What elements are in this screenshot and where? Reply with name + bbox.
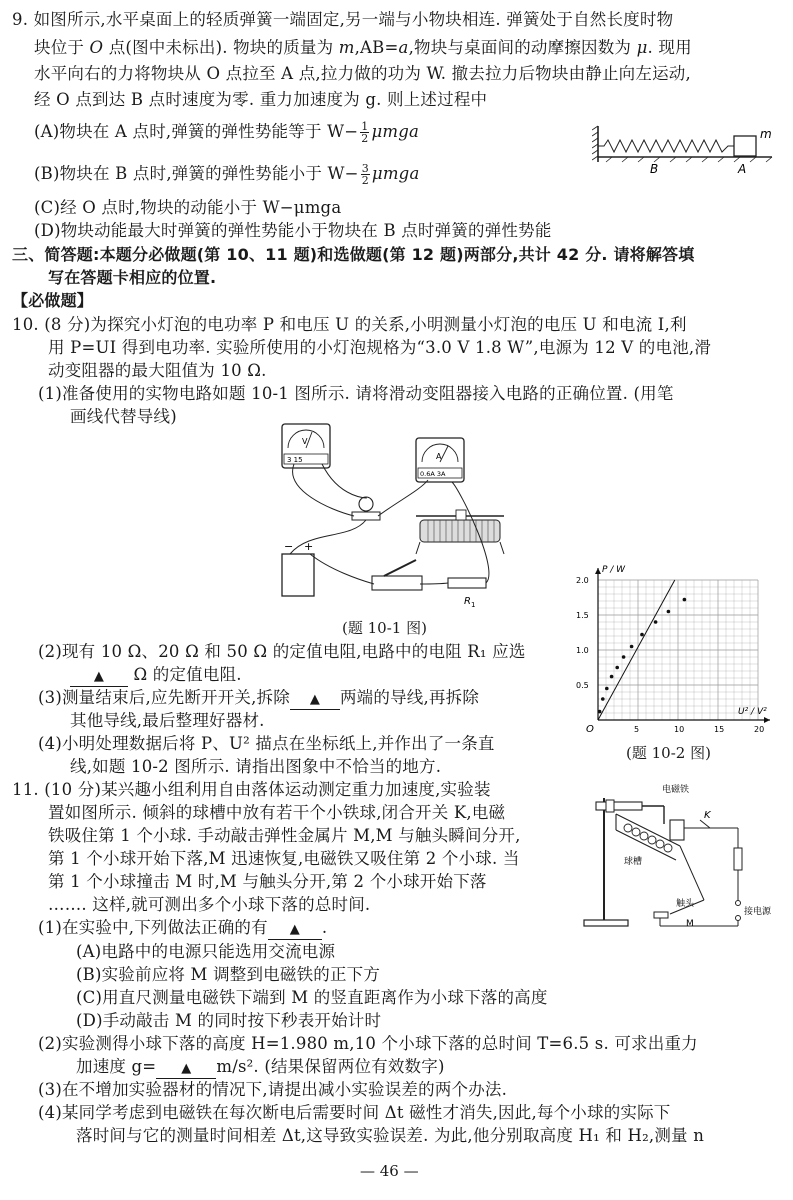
q10-line-2: 用 P=UI 得到电功率. 实验所使用的小灯泡规格为“3.0 V 1.8 W”,电源为 12 V 的电池,滑: [48, 338, 712, 357]
p-u2-chart: [568, 560, 788, 750]
q11-part1: (1)在实验中,下列做法正确的有 ▲ .: [38, 916, 327, 940]
q10-part4-line-1: (4)小明处理数据后将 P、U² 描点在坐标纸上,并作出了一条直: [38, 734, 495, 753]
q10-part1-line-1: (1)准备使用的实物电路如题 10-1 图所示. 请将滑动变阻器接入电路的正确位置. (用笔: [38, 384, 674, 403]
q9-option-b: (B)物块在 B 点时,弹簧的弹性势能小于 W− $\frac{3}{2}$ μmga: [34, 162, 420, 187]
svg-text:−: −: [284, 540, 294, 553]
q9-line-3: 水平向右的力将物块从 O 点拉至 A 点,拉力做的功为 W. 撤去拉力后物块由静止向左运动,: [34, 64, 691, 83]
answer-blank: ▲: [156, 1060, 216, 1079]
x-axis-arrow: [764, 717, 770, 723]
q11-part4-line-1: (4)某同学考虑到电磁铁在每次断电后需要时间 Δt 磁性才消失,因此,每个小球的实际下: [38, 1103, 671, 1122]
svg-text:1: 1: [471, 601, 476, 609]
q11-part3: (3)在不增加实验器材的情况下,请提出减小实验误差的两个办法.: [38, 1080, 508, 1099]
q10-line-1: 10. (8 分)为探究小灯泡的电功率 P 和电压 U 的关系,小明测量小灯泡的电压 U 和电流 I,利: [12, 315, 687, 334]
x-tick-label: 10: [674, 725, 685, 734]
svg-text:0.6A 3A: 0.6A 3A: [420, 470, 446, 478]
q11-line-2: 置如图所示. 倾斜的球槽中放有若干个小铁球,闭合开关 K,电磁: [48, 803, 506, 822]
answer-blank: ▲: [70, 668, 128, 687]
chart-y-axis-label: P / W: [602, 565, 626, 575]
q9-option-d: (D)物块动能最大时弹簧的弹性势能小于物块在 B 点时弹簧的弹性势能: [34, 221, 552, 240]
q11-option-c: (C)用直尺测量电磁铁下端到 M 的竖直距离作为小球下落的高度: [76, 988, 548, 1007]
figure-10-2-caption: (题 10-2 图): [626, 744, 711, 762]
y-tick-label: 1.5: [576, 611, 589, 620]
label-power: 接电源: [744, 907, 772, 917]
q11-part4-line-2: 落时间与它的测量时间相差 Δt,这导致实验误差. 为此,他分别取高度 H₁ 和 H₂,测量 n: [76, 1126, 705, 1145]
chart-grid: [598, 580, 758, 720]
y-tick-label: 2.0: [576, 576, 589, 585]
q11-option-d: (D)手动敲击 M 的同时按下秒表开始计时: [76, 1011, 382, 1030]
switch: [372, 560, 422, 590]
svg-text:V: V: [302, 437, 308, 446]
q11-part2-line-2: 加速度 g= ▲ m/s². (结果保留两位有效数字): [76, 1055, 445, 1079]
label-m: m: [760, 127, 772, 141]
label-electromagnet: 电磁铁: [662, 785, 690, 795]
q11-line-5: 第 1 个小球撞击 M 时,M 与触头分开,第 2 个小球开始下落: [48, 872, 487, 891]
q10-part4-line-2: 线,如题 10-2 图所示. 请指出图象中不恰当的地方.: [70, 757, 442, 776]
free-fall-apparatus-figure: [580, 776, 780, 932]
fraction: $\frac{3}{2}$: [361, 162, 369, 187]
q10-line-3: 动变阻器的最大阻值为 10 Ω.: [48, 361, 267, 380]
q10-part3-line-1: (3)测量结束后,应先断开开关,拆除 ▲ 两端的导线,再拆除: [38, 686, 479, 710]
chart-point: [601, 697, 605, 701]
chart-point: [667, 610, 671, 614]
svg-text:3 15: 3 15: [287, 456, 303, 464]
bulb: [352, 497, 380, 520]
q11-line-3: 铁吸住第 1 个小球. 手动敲击弹性金属片 M,M 与触头瞬间分开,: [48, 826, 521, 845]
page-number: — 46 —: [360, 1162, 419, 1180]
svg-text:A: A: [436, 452, 442, 461]
q10-part2-line-1: (2)现有 10 Ω、20 Ω 和 50 Ω 的定值电阻,电路中的电阻 R₁ 应选: [38, 642, 526, 661]
spring-block-figure: [592, 120, 778, 180]
q9-line-2: 块位于 O 点(图中未标出). 物块的质量为 m,AB=a,物块与桌面间的动摩擦因数为 μ. 现用: [34, 38, 692, 57]
y-axis-arrow: [595, 568, 601, 574]
rheostat: [416, 510, 504, 554]
section-3-line-1: 三、简答题:本题分必做题(第 10、11 题)和选做题(第 12 题)两部分,共计 42 分. 请将解答填: [12, 245, 695, 264]
q11-line-1: 11. (10 分)某兴趣小组利用自由落体运动测定重力加速度,实验装: [12, 780, 491, 799]
q10-part1-line-2: 画线代替导线): [70, 407, 177, 426]
label-groove: 球槽: [624, 857, 643, 867]
figure-10-1-caption: (题 10-1 图): [342, 619, 427, 637]
q11-line-6: ……. 这样,就可测出多个小球下落的总时间.: [48, 895, 371, 914]
y-tick-label: 0.5: [576, 681, 589, 690]
fraction: $\frac{1}{2}$: [361, 120, 369, 145]
chart-point: [640, 633, 644, 637]
x-tick-label: 15: [714, 725, 725, 734]
y-tick-label: 1.0: [576, 646, 589, 655]
q11-part2-line-1: (2)实验测得小球下落的高度 H=1.980 m,10 个小球下落的总时间 T=6.5 s. 可求出重力: [38, 1034, 698, 1053]
label-a: A: [738, 162, 747, 176]
chart-point: [615, 666, 619, 670]
chart-point: [683, 598, 687, 602]
chart-x-axis-label: U² / V²: [738, 707, 767, 717]
chart-point: [605, 687, 609, 691]
q11-option-b: (B)实验前应将 M 调整到电磁铁的正下方: [76, 965, 381, 984]
label-contact: 触头: [676, 899, 695, 909]
chart-axes: [595, 568, 770, 723]
circuit-figure: [270, 420, 520, 610]
q9-line-4: 经 O 点到达 B 点时速度为零. 重力加速度为 g. 则上述过程中: [34, 90, 488, 109]
chart-point: [654, 620, 658, 624]
answer-blank: ▲: [268, 921, 322, 940]
q9-line-1: 9. 如图所示,水平桌面上的轻质弹簧一端固定,另一端与小物块相连. 弹簧处于自然长度时物: [12, 10, 674, 29]
answer-blank: ▲: [290, 691, 340, 710]
q10-part2-line-2: ▲ Ω 的定值电阻.: [70, 663, 242, 687]
required-heading: 【必做题】: [12, 291, 94, 310]
label-b: B: [650, 162, 659, 176]
x-tick-label: 20: [754, 725, 765, 734]
label-m: M: [686, 919, 694, 929]
q9-option-c: (C)经 O 点时,物块的动能小于 W−μmga: [34, 198, 342, 217]
chart-point: [622, 655, 626, 659]
label-k: K: [704, 810, 711, 821]
section-3-line-2: 写在答题卡相应的位置.: [48, 268, 217, 287]
ammeter: [416, 438, 464, 482]
svg-text:+: +: [304, 540, 314, 553]
chart-origin-label: O: [586, 724, 594, 735]
chart-point: [598, 710, 602, 714]
voltmeter: [282, 424, 330, 468]
x-tick-label: 5: [634, 725, 640, 734]
q11-line-4: 第 1 个小球开始下落,M 迅速恢复,电磁铁又吸住第 2 个小球. 当: [48, 849, 520, 868]
chart-point: [630, 645, 634, 649]
resistor-r1: [448, 578, 486, 609]
battery: [282, 540, 314, 596]
q9-option-a: (A)物块在 A 点时,弹簧的弹性势能等于 W− $\frac{1}{2}$ μmga: [34, 120, 420, 145]
svg-text:R: R: [464, 596, 471, 607]
q10-part3-line-2: 其他导线,最后整理好器材.: [70, 711, 265, 730]
chart-point: [610, 675, 614, 679]
q11-option-a: (A)电路中的电源只能选用交流电源: [76, 942, 336, 961]
